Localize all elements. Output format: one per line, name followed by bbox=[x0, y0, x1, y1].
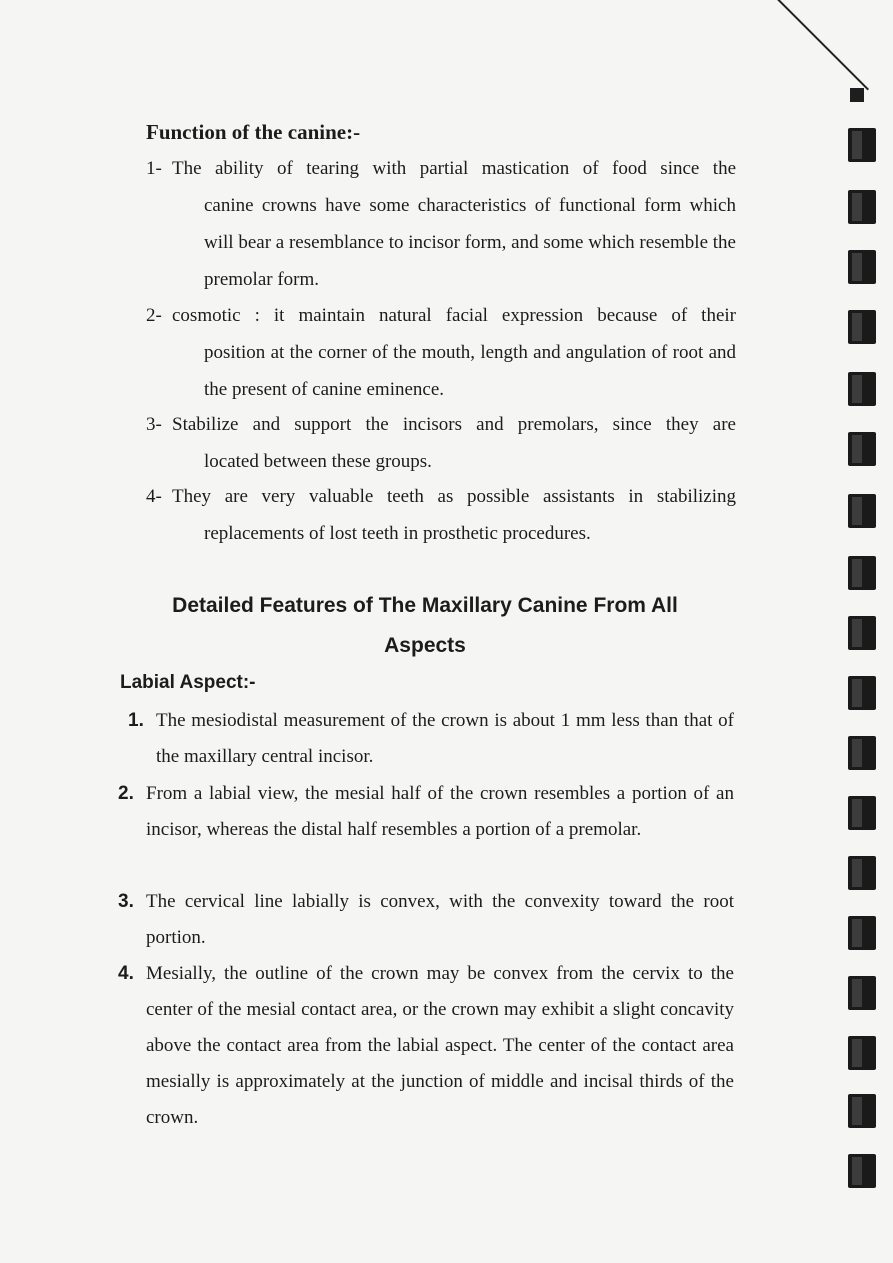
binding-ring bbox=[848, 616, 876, 650]
function-title: Function of the canine:- bbox=[146, 120, 361, 144]
item-first-line: The ability of tearing with partial mastication of food since the bbox=[172, 158, 736, 179]
binding-ring bbox=[848, 494, 876, 528]
item-text: Mesially, the outline of the crown may be convex from the cervix to the center of the mesial contact area, or the crown may exhibit a slight concavity above the contact area from the labial aspect. The center of the contact area mesially is approximately at the junction of middle and incisal thirds of the crown. bbox=[146, 963, 734, 1128]
binding-ring bbox=[848, 856, 876, 890]
binding-ring bbox=[848, 976, 876, 1010]
labial-aspect-subheading: Labial Aspect:- bbox=[120, 672, 256, 693]
item-number: 2- bbox=[146, 305, 162, 326]
feature-item-4 bbox=[118, 956, 734, 1136]
binding-ring bbox=[848, 916, 876, 950]
item-text: The cervical line labially is convex, with the convexity toward the root portion. bbox=[146, 891, 734, 948]
function-item-3 bbox=[146, 406, 736, 480]
features-heading bbox=[140, 586, 710, 666]
item-number: 3- bbox=[146, 414, 162, 435]
spiral-binding bbox=[848, 128, 878, 1228]
item-continuation: replacements of lost teeth in prosthetic procedures. bbox=[204, 523, 591, 544]
binding-ring bbox=[848, 736, 876, 770]
item-text: From a labial view, the mesial half of the crown resembles a portion of an incisor, whereas the distal half resembles a portion of a premolar. bbox=[146, 783, 734, 840]
binding-ring bbox=[848, 796, 876, 830]
features-heading-line-2: Aspects bbox=[384, 634, 466, 657]
item-first-line: cosmotic : it maintain natural facial expression because of their bbox=[172, 305, 736, 326]
function-item-2 bbox=[146, 297, 736, 408]
item-number: 1- bbox=[146, 158, 162, 179]
feature-item-2 bbox=[118, 776, 734, 848]
binding-ring bbox=[848, 1036, 876, 1070]
item-number: 4- bbox=[146, 486, 162, 507]
item-first-line: They are very valuable teeth as possible assistants in stabilizing bbox=[172, 486, 736, 507]
item-number: 4. bbox=[118, 963, 134, 984]
feature-item-1 bbox=[118, 703, 734, 775]
item-continuation: position at the corner of the mouth, length and angulation of root and the present of canine eminence. bbox=[204, 342, 736, 400]
feature-item-3 bbox=[118, 884, 734, 956]
binding-ring bbox=[848, 190, 876, 224]
item-text: The mesiodistal measurement of the crown is about 1 mm less than that of the maxillary central incisor. bbox=[156, 710, 734, 767]
item-number: 2. bbox=[118, 783, 134, 804]
function-item-1 bbox=[146, 150, 736, 298]
function-item-4 bbox=[146, 478, 736, 552]
binding-ring bbox=[848, 1154, 876, 1188]
item-number: 3. bbox=[118, 891, 134, 912]
binding-ring bbox=[848, 128, 876, 162]
binding-ring bbox=[848, 372, 876, 406]
page-corner-fold bbox=[769, 0, 869, 90]
binding-ring bbox=[848, 310, 876, 344]
binding-ring bbox=[848, 250, 876, 284]
features-heading-line-1: Detailed Features of The Maxillary Canine From All bbox=[172, 594, 678, 617]
binding-ring bbox=[848, 556, 876, 590]
item-continuation: located between these groups. bbox=[204, 451, 432, 472]
item-first-line: Stabilize and support the incisors and premolars, since they are bbox=[172, 414, 736, 435]
binding-ring bbox=[848, 432, 876, 466]
binding-tab bbox=[850, 88, 864, 102]
binding-ring bbox=[848, 1094, 876, 1128]
item-number: 1. bbox=[128, 710, 144, 731]
binding-ring bbox=[848, 676, 876, 710]
item-continuation: canine crowns have some characteristics of functional form which will bear a resemblance to incisor form, and some which resemble the premolar form. bbox=[204, 195, 736, 290]
